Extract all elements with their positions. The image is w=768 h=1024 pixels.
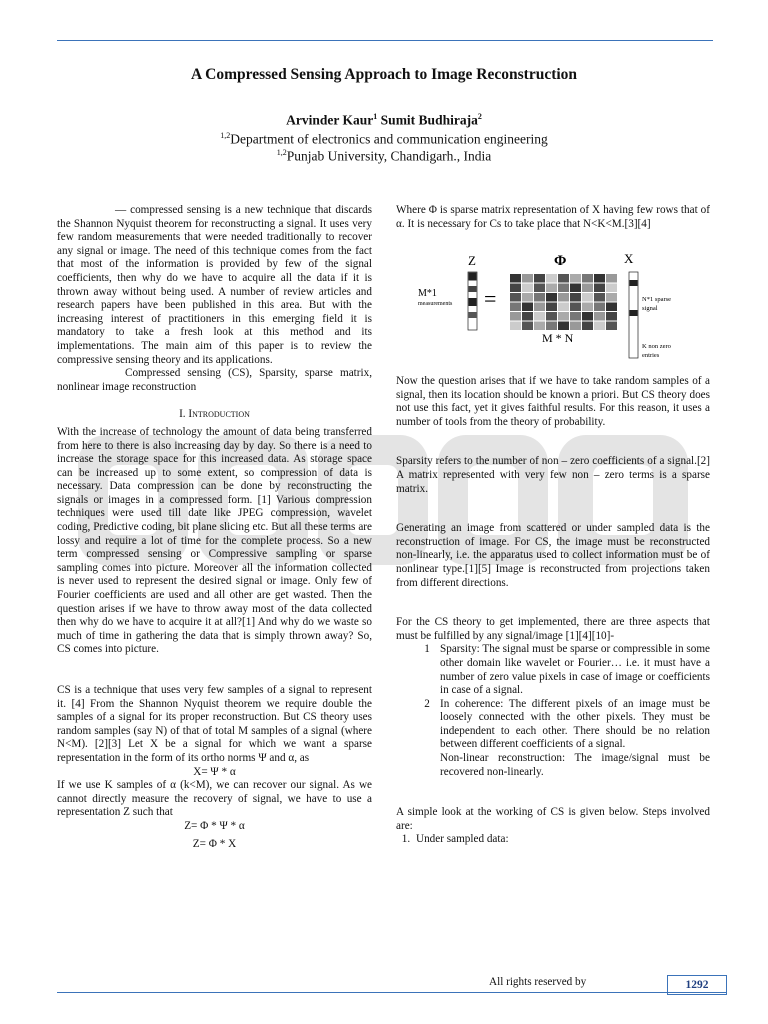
- phi-cell: [522, 312, 533, 321]
- author-2: Sumit Budhiraja: [380, 112, 478, 128]
- phi-cell: [582, 322, 593, 331]
- phi-cell: [594, 303, 605, 312]
- header-rule: [57, 40, 713, 41]
- list-item: [414, 643, 710, 697]
- equation-3: Z= Φ * X: [192, 837, 237, 850]
- phi-cell: [534, 293, 545, 302]
- phi-cell: [510, 322, 521, 331]
- figure-k-non-zero: K non zero: [642, 343, 671, 350]
- phi-cell: [534, 274, 545, 283]
- phi-cell: [594, 322, 605, 331]
- x-vector: [629, 272, 638, 358]
- phi-cell: [522, 274, 533, 283]
- intro-paragraph-2: CS is a technique that uses very few samples of a signal to represent it. [4] From the Shannon Nyquist theorem we require double the samples of a signal for its proper reconstruction. But CS theory uses random samples (say N) of that of total M samples of a signal (where N<M). [2][3] Let X be a signal for which we want a sparse representation in the form of its ortho norms Ψ and α, as: [57, 684, 372, 764]
- phi-cell: [546, 312, 557, 321]
- list-text: In coherence: The different pixels of an image must be loosely connected with the other pixels. They must be independent to each other. There should be no relation between different coefficients of a signal.: [440, 697, 710, 751]
- figure-label-x: X: [624, 251, 634, 266]
- phi-cell: [546, 284, 557, 293]
- phi-cell: [606, 274, 617, 283]
- list-item: [414, 752, 710, 779]
- phi-cell: [546, 293, 557, 302]
- list-number: 1: [424, 643, 430, 656]
- right-column-body: [396, 375, 710, 847]
- right-paragraph-1: Where Φ is sparse matrix representation of X having few rows that of α. It is necessary for Cs to take place that N<K<M.[3][4]: [396, 204, 710, 230]
- step-item: [396, 833, 710, 847]
- equals-sign: =: [484, 286, 497, 311]
- phi-cell: [582, 284, 593, 293]
- figure-m1: M*1: [418, 288, 437, 299]
- right-paragraph-2: Now the question arises that if we have to take random samples of a signal, then its location should be known a priori. But CS theory does not use this fact, yet it gives faithful results. For this reason, it uses a number of tools from the theory of probability.: [396, 375, 710, 428]
- intro-paragraph-3: If we use K samples of α (k<M), we can recover our signal. As we cannot directly measure the recovery of signal, we have to use a representation Z such that: [57, 779, 372, 819]
- phi-cell: [510, 303, 521, 312]
- phi-cell: [558, 274, 569, 283]
- right-paragraph-6: A simple look at the working of CS is given below. Steps involved are:: [396, 806, 710, 832]
- phi-cell: [510, 293, 521, 302]
- list-number-blank: [414, 752, 440, 779]
- figure-signal: signal: [642, 305, 658, 312]
- affiliation-2-sup: 1,2: [276, 148, 287, 157]
- phi-cell: [546, 303, 557, 312]
- phi-cell: [510, 274, 521, 283]
- affiliation-1: [0, 131, 768, 148]
- phi-cell: [534, 312, 545, 321]
- phi-cell: [570, 322, 581, 331]
- right-paragraph-3: Sparsity refers to the number of non – zero coefficients of a signal.[2] A matrix represented with very few non – zero terms is a sparse matrix.: [396, 455, 710, 495]
- abstract: — compressed sensing is a new technique that discards the Shannon Nyquist theorem for reconstructing a signal. It uses very few random measurements that were needed traditionally to recover any signal or image. The need of this technique comes from the fact that most of the information is provided by few of the signal coefficients, then why do we have to acquire all the data if it is thrown away without being used. A number of review articles and research papers have been published in this area. But with the increasing interest of practitioners in this emerging field it is mandatory to take a fresh look at this method and its implementations. The main aim of this paper is to review the compressive sensing theory and its applications.: [57, 204, 372, 366]
- figure-n1-sparse: N*1 sparse: [642, 296, 672, 303]
- phi-cell: [606, 293, 617, 302]
- phi-cell: [558, 303, 569, 312]
- phi-cell: [522, 303, 533, 312]
- phi-matrix: [510, 274, 617, 330]
- affiliation-1-sup: 1,2: [220, 131, 231, 140]
- aspects-list: [396, 643, 710, 779]
- figure-entries: entries: [642, 352, 660, 359]
- phi-cell: [606, 284, 617, 293]
- author-2-sup: 2: [477, 112, 482, 121]
- author-1-sup: 1: [373, 112, 378, 121]
- figure-mn: M * N: [542, 331, 574, 345]
- phi-cell: [534, 284, 545, 293]
- left-column: [57, 204, 372, 851]
- section-title: Introduction: [188, 408, 250, 421]
- phi-cell: [570, 303, 581, 312]
- phi-cell: [594, 284, 605, 293]
- list-number: 2: [424, 697, 430, 710]
- list-text: Sparsity: The signal must be sparse or compressible in some other domain like wavelet or Fourier… i.e. it must have a number of zero value pixels in case of image or coefficients in case of a signal.: [440, 643, 710, 697]
- phi-cell: [558, 284, 569, 293]
- phi-cell: [522, 293, 533, 302]
- phi-cell: [606, 312, 617, 321]
- phi-cell: [582, 312, 593, 321]
- equation-2: Z= Φ * Ψ * α: [184, 819, 245, 832]
- author-1: Arvinder Kaur: [286, 112, 374, 128]
- phi-cell: [594, 274, 605, 283]
- affiliation-2: [0, 148, 768, 165]
- phi-cell: [534, 303, 545, 312]
- phi-cell: [570, 284, 581, 293]
- phi-cell: [606, 322, 617, 331]
- paper-title: A Compressed Sensing Approach to Image Reconstruction: [190, 66, 578, 83]
- phi-cell: [546, 322, 557, 331]
- step-text: Under sampled data:: [416, 833, 509, 846]
- footer-rule: [57, 992, 727, 993]
- phi-cell: [582, 293, 593, 302]
- phi-cell: [570, 312, 581, 321]
- footer-rights: All rights reserved by: [489, 976, 587, 988]
- section-heading: [57, 408, 372, 422]
- figure-label-phi: Φ: [554, 253, 567, 269]
- phi-cell: [522, 284, 533, 293]
- phi-cell: [546, 274, 557, 283]
- phi-cell: [582, 274, 593, 283]
- phi-cell: [510, 284, 521, 293]
- phi-cell: [510, 312, 521, 321]
- authors: [0, 112, 768, 129]
- phi-cell: [570, 293, 581, 302]
- phi-cell: [594, 312, 605, 321]
- right-paragraph-4: Generating an image from scattered or under sampled data is the reconstruction of image. For CS, the image must be reconstructed non-linearly, i.e. the apparatus used to collect information must be of nonlinear type.[1][5] Image is reconstructed from projections taken from different directions.: [396, 522, 710, 589]
- affiliation-1-text: Department of electronics and communication engineering: [230, 131, 548, 147]
- right-column: [396, 204, 710, 231]
- page-number: 1292: [667, 975, 727, 995]
- equation-1: X= Ψ * α: [193, 765, 236, 778]
- intro-paragraph-1: With the increase of technology the amount of data being transferred from here to there is also increasing day by day. So there is a need to increase the storage space for this increased data. As storage space can be increased up to some extent, so compression of data is necessary. Data compression can be done by reconstructing the signals or images in a compressed form. [1] Various compression techniques were used till date like JPEG compression, wavelet coding, Predictive coding, bit plane slicing etc. But all these terms are lossy and require a lot of time for the complete process. So a new term compressed sensing or Compressive sampling or sparse sampling comes into picture. Moreover all the information collected is never used to represent the desired signal or image. Only few of Fourier coefficients are used and all other are get wasted. Then the question arises if we have to throw away most of the data collected then why do we have to acquire it at all?[1] And why do we waste so much of time in gathering the data that is simply thrown away? So, CS comes into picture.: [57, 425, 372, 656]
- phi-cell: [582, 303, 593, 312]
- phi-cell: [522, 322, 533, 331]
- right-paragraph-5: For the CS theory to get implemented, there are three aspects that must be fulfilled by any signal/image [1][4][10]-: [396, 616, 710, 642]
- list-item: [414, 698, 710, 752]
- figure-measurements: measurements: [418, 301, 453, 307]
- phi-cell: [558, 322, 569, 331]
- figure-label-z: Z: [468, 253, 476, 268]
- phi-cell: [606, 303, 617, 312]
- phi-cell: [558, 312, 569, 321]
- list-text: Non-linear reconstruction: The image/signal must be recovered non-linearly.: [440, 752, 710, 778]
- step-number: 1.: [401, 833, 411, 846]
- section-number: I.: [179, 408, 186, 421]
- z-vector: [468, 272, 477, 330]
- phi-cell: [594, 293, 605, 302]
- affiliation-2-text: Punjab University, Chandigarh., India: [286, 148, 492, 164]
- phi-cell: [570, 274, 581, 283]
- keywords: Compressed sensing (CS), Sparsity, sparse matrix, nonlinear image reconstruction: [57, 367, 372, 393]
- cs-matrix-figure: [414, 250, 714, 368]
- phi-cell: [534, 322, 545, 331]
- phi-cell: [558, 293, 569, 302]
